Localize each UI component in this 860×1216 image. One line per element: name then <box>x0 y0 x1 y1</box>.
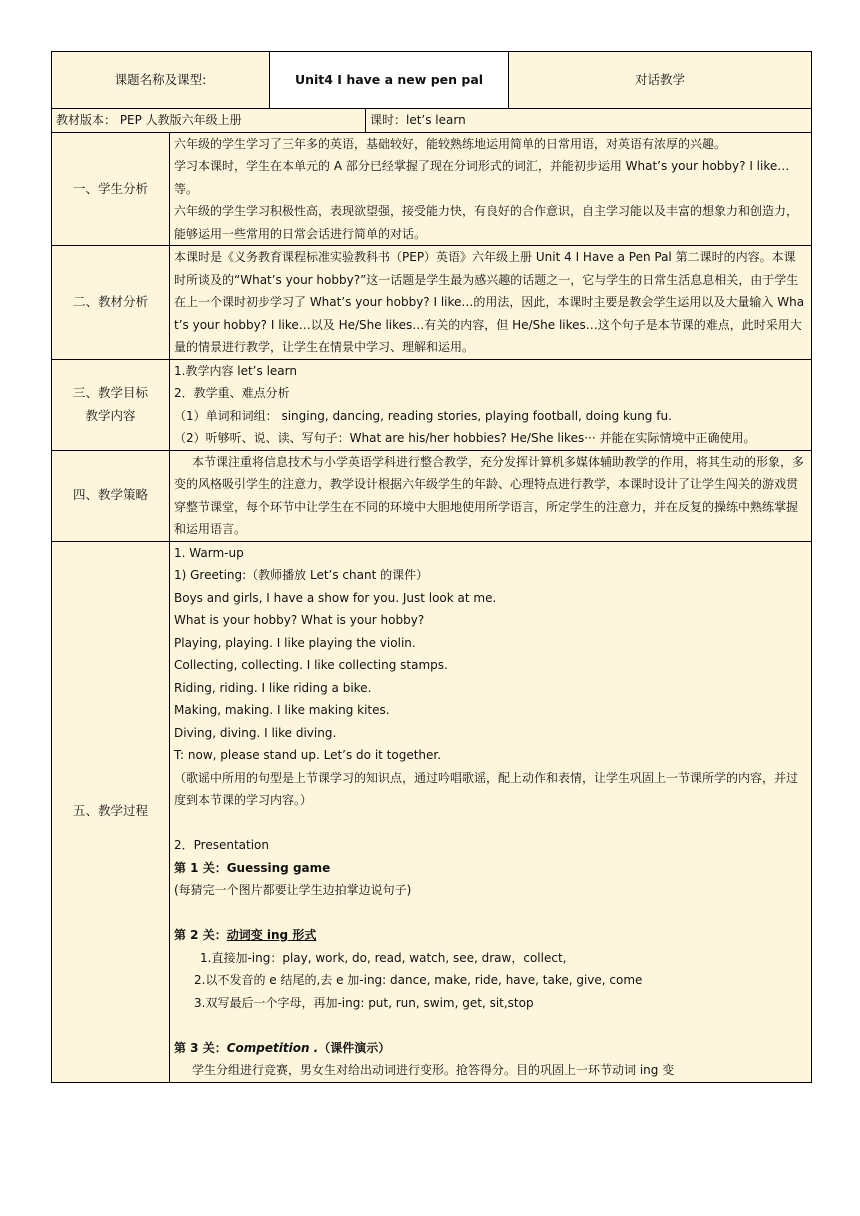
level2-heading <box>174 924 807 947</box>
spacer <box>174 1014 807 1037</box>
chant-line: Boys and girls, I have a show for you. Just look at me. <box>174 590 497 605</box>
edition: 教材版本： PEP 人教版六年级上册 <box>52 109 366 133</box>
spacer <box>174 902 807 925</box>
level3-suffix: （课件演示） <box>318 1040 391 1055</box>
spacer <box>174 812 807 835</box>
level2-rule: 2.以不发音的 e 结尾的,去 e 加-ing: dance, make, ride, have, take, give, come <box>194 973 643 987</box>
paragraph: （1）单词和词组： singing, dancing, reading stories, playing football, doing kung fu. <box>174 408 672 423</box>
paragraph: （2）听够听、说、读、写句子：What are his/her hobbies? He/She likes··· 并能在实际情境中正确使用。 <box>174 431 756 445</box>
greeting-line: 1) Greeting:（教师播放 Let’s chant 的课件） <box>174 568 429 582</box>
edition-row <box>52 109 812 133</box>
level3-prefix: 第 3 关： <box>174 1040 227 1055</box>
section-content <box>170 541 812 1082</box>
header-row <box>52 52 812 109</box>
chant-line: Making, making. I like making kites. <box>174 703 390 717</box>
section-content <box>170 359 812 450</box>
level2-prefix: 第 2 关： <box>174 928 227 942</box>
level2-rule: 1.直接加-ing：play, work, do, read, watch, see, draw，collect, <box>200 950 567 965</box>
chant-line: Collecting, collecting. I like collecting stamps. <box>174 658 448 672</box>
lesson-plan-table <box>51 51 812 1083</box>
label-line: 教学内容 <box>85 407 136 423</box>
section-content <box>170 246 812 360</box>
section-label: 四、教学策略 <box>52 450 170 541</box>
paragraph: 本节课注重将信息技术与小学英语学科进行整合教学，充分发挥计算机多媒体辅助教学的作用，将其生动的形象，多变的风格吸引学生的注意力，教学设计根据六年级学生的年龄、心理特点进行教学，本课时设计了让学生闯关的游戏贯穿整节课堂，每个环节中让学生在不同的环境中大胆地使用所学语言，所定学生的注意力，并在反复的操练中熟练掌握和运用语言。 <box>174 454 805 536</box>
paragraph: 1.教学内容 let’s learn <box>174 363 297 378</box>
period: 课时：let’s learn <box>366 109 812 133</box>
paragraph: 六年级的学生学习了三年多的英语，基础较好，能较熟练地运用简单的日常用语，对英语有浓厚的兴趣。 <box>174 136 727 151</box>
level3-title: Competition . <box>226 1040 319 1055</box>
section-teaching-goals <box>52 359 812 450</box>
warmup-heading: 1. Warm-up <box>174 545 244 560</box>
level3-heading <box>174 1037 807 1060</box>
level2-title: 动词变 ing 形式 <box>226 928 317 942</box>
level3-text: 学生分组进行竞赛，男女生对给出动词进行变形。抢答得分。目的巩固上一环节动词 ing 变 <box>192 1063 675 1077</box>
topic-title: Unit4 I have a new pen pal <box>270 52 509 109</box>
section-teaching-strategy <box>52 450 812 541</box>
paragraph: 学习本课时，学生在本单元的 A 部分已经掌握了现在分词形式的词汇，并能初步运用 What’s your hobby? I like…等。 <box>174 159 790 196</box>
chant-line: T: now, please stand up. Let’s do it together. <box>174 748 442 762</box>
section-student-analysis <box>52 132 812 246</box>
section-label: 一、学生分析 <box>52 132 170 246</box>
presentation-heading: 2．Presentation <box>174 838 269 852</box>
section-teaching-process <box>52 541 812 1082</box>
topic-label: 课题名称及课型: <box>52 52 270 109</box>
chant-line: Diving, diving. I like diving. <box>174 725 337 740</box>
section-label: 二、教材分析 <box>52 246 170 360</box>
chant-line: What is your hobby? What is your hobby? <box>174 613 425 627</box>
level1-title: 第 1 关：Guessing game <box>174 860 331 875</box>
chant-note: （歌谣中所用的句型是上节课学习的知识点，通过吟唱歌谣，配上动作和表情，让学生巩固上一节课所学的内容，并过度到本节课的学习内容。） <box>174 770 799 807</box>
section-material-analysis <box>52 246 812 360</box>
section-content <box>170 450 812 541</box>
level2-rule: 3.双写最后一个字母，再加-ing: put, run, swim, get, sit,stop <box>194 995 534 1010</box>
section-label <box>52 359 170 450</box>
paragraph: 2．教学重、难点分析 <box>174 386 290 400</box>
lesson-type: 对话教学 <box>509 52 812 109</box>
section-label: 五、教学过程 <box>52 541 170 1082</box>
label-line: 三、教学目标 <box>72 385 148 400</box>
paragraph: 本课时是《义务教育课程标准实验教科书（PEP）英语》六年级上册 Unit 4 I Have a Pen Pal 第二课时的内容。本课时所谈及的“What’s your hobby?”这一话题是学生最为感兴趣的话题之一，它与学生的日常生活息息相关，由于学生在上一个课时初步学习了 What’s your hobby? I like…的用法，因此，本课时主要是教会学生运用以及大量输入 What’s your hobby? I like…以及 He/She likes…有关的内容，但 He/She likes…这个句子是本节课的难点，此时采用大量的情景进行教学，让学生在情景中学习、理解和运用。 <box>174 250 805 354</box>
chant-line: Riding, riding. I like riding a bike. <box>174 680 372 695</box>
level1-note: (每猜完一个图片都要让学生边拍掌边说句子) <box>174 883 412 897</box>
paragraph: 六年级的学生学习积极性高，表现欲望强，接受能力快，有良好的合作意识，自主学习能以及丰富的想象力和创造力，能够运用一些常用的日常会话进行简单的对话。 <box>174 204 799 241</box>
chant-line: Playing, playing. I like playing the violin. <box>174 635 416 650</box>
section-content <box>170 132 812 246</box>
